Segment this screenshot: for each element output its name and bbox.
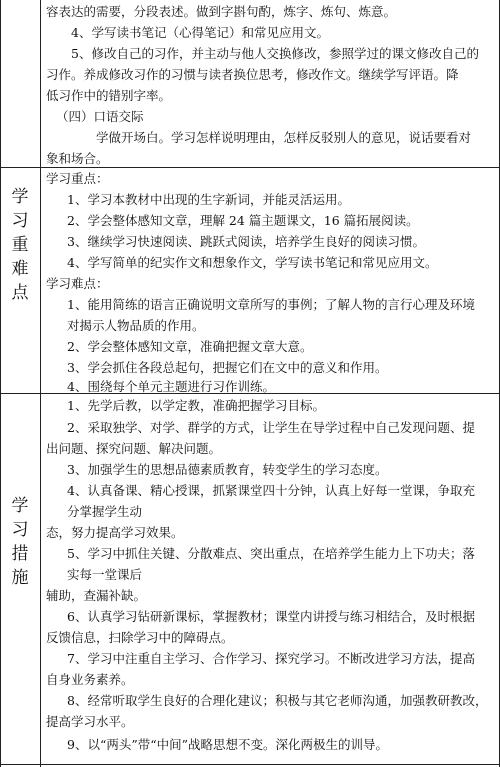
list-item: 4、学写简单的纪实作文和想象作文，学写读书笔记和常见应用文。 bbox=[67, 255, 438, 270]
list-item-continuation: 自身业务素养。 bbox=[46, 672, 134, 687]
side-label-key-points: 学 习 重 难 点 bbox=[11, 187, 29, 303]
list-item: 4、认真备课、精心授课，抓紧课堂四十分钟，认真上好每一堂课，争取充 bbox=[67, 483, 475, 498]
list-item-continuation: 辅助，查漏补缺。 bbox=[46, 588, 147, 603]
list-item-continuation: 对揭示人物品质的作用。 bbox=[67, 318, 205, 333]
subheading: 学习重点： bbox=[46, 171, 109, 186]
list-item: 1、学习本教材中出现的生字新词，并能灵活运用。 bbox=[67, 192, 350, 207]
subheading: （四）口语交际 bbox=[56, 109, 144, 124]
text-line: 5、修改自己的习作，并主动与他人交换修改，参照学过的课文修改自己的 bbox=[71, 46, 479, 61]
list-item: 2、学会整体感知文章，理解 24 篇主题课文，16 篇拓展阅读。 bbox=[67, 213, 419, 228]
list-item-continuation: 分掌握学生动 bbox=[67, 504, 143, 519]
list-item: 3、学会抓住各段总起句，把握它们在文中的意义和作用。 bbox=[67, 360, 388, 375]
list-item: 6、认真学习钻研新课标，掌握教材；课堂内讲授与练习相结合，及时根据 bbox=[67, 609, 475, 624]
list-item: 4、围绕每个单元主题进行习作训练。 bbox=[67, 379, 275, 394]
list-item: 1、能用简练的语言正确说明文章所写的事例；了解人物的言行心理及环境 bbox=[67, 297, 475, 312]
list-item-continuation: 提高学习水平。 bbox=[46, 714, 134, 729]
text-line: 象和场合。 bbox=[46, 151, 109, 166]
table-border-bottom bbox=[0, 764, 500, 765]
text-line: 容表达的需要，分段表述。做到字斟句酌，炼字、炼句、炼意。 bbox=[46, 4, 397, 19]
list-item-continuation: 实每一堂课后 bbox=[67, 567, 143, 582]
list-item: 3、加强学生的思想品德素质教育，转变学生的学习态度。 bbox=[67, 462, 388, 477]
list-item: 9、以“两头”带“中间”战略思想不变。深化两极生的训导。 bbox=[67, 737, 389, 752]
subheading: 学习难点： bbox=[46, 276, 109, 291]
list-item-continuation: 态，努力提高学习效果。 bbox=[46, 525, 184, 540]
list-item-continuation: 反馈信息，扫除学习中的障碍点。 bbox=[46, 630, 234, 645]
table-border-left bbox=[0, 0, 1, 767]
side-label-measures: 学 习 措 施 bbox=[11, 496, 29, 588]
text-line: 习作。养成修改习作的习惯与读者换位思考，修改作文。继续学写评语。降 bbox=[46, 67, 459, 82]
text-line: 4、学写读书笔记（心得笔记）和常见应用文。 bbox=[71, 25, 329, 40]
text-line: 学做开场白。学习怎样说明理由，怎样反驳别人的意见，说话要看对 bbox=[96, 130, 472, 145]
list-item: 1、先学后教，以学定教，准确把握学习目标。 bbox=[67, 398, 325, 413]
column-divider bbox=[40, 0, 41, 767]
list-item-continuation: 出问题、探究问题、解决问题。 bbox=[46, 441, 222, 456]
list-item: 2、学会整体感知文章，准确把握文章大意。 bbox=[67, 339, 313, 354]
list-item: 2、采取独学、对学、群学的方式，让学生在导学过程中自己发现问题、提 bbox=[67, 420, 475, 435]
text-line: 低习作中的错别字率。 bbox=[46, 88, 172, 103]
list-item: 3、继续学习快速阅读、跳跃式阅读，培养学生良好的阅读习惯。 bbox=[67, 234, 425, 249]
list-item: 7、学习中注重自主学习、合作学习、探究学习。不断改进学习方法，提高 bbox=[67, 651, 475, 666]
list-item: 8、经常听取学生良好的合理化建议；积极与其它老师沟通，加强教研教改， bbox=[67, 693, 488, 708]
list-item: 5、学习中抓住关键、分散难点、突出重点，在培养学生能力上下功夫；落 bbox=[67, 546, 475, 561]
